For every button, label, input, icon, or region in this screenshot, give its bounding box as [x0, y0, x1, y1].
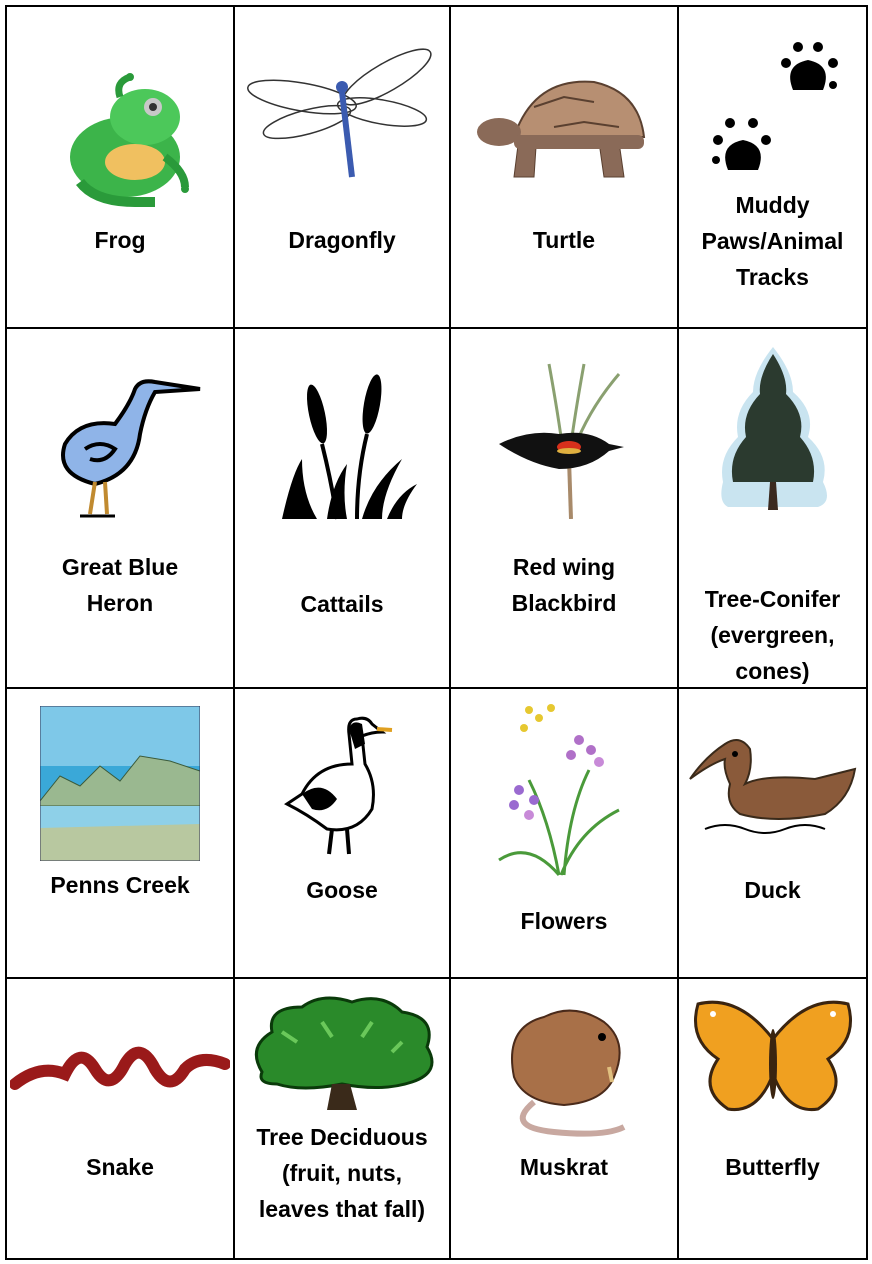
frog-icon — [7, 57, 233, 217]
dragonfly-icon — [235, 32, 449, 192]
card-duck — [677, 687, 868, 979]
card-label: Tree-Conifer (evergreen, cones) — [704, 586, 841, 684]
snake-icon — [7, 1009, 233, 1129]
duck-icon — [679, 709, 866, 859]
bingo-card-grid — [5, 5, 868, 1260]
card-paw-tracks — [677, 5, 868, 329]
card-label: Duck — [744, 877, 801, 903]
card-label: Great Blue Heron — [61, 554, 179, 616]
butterfly-icon — [679, 984, 866, 1134]
heron-icon — [7, 359, 233, 529]
card-label: Cattails — [300, 591, 384, 617]
card-label: Tree Deciduous (fruit, nuts, leaves that fall) — [256, 1124, 428, 1222]
card-label: Penns Creek — [50, 872, 190, 898]
card-label: Flowers — [520, 908, 608, 934]
flowers-icon — [451, 697, 677, 882]
card-muskrat — [449, 977, 679, 1260]
card-label: Butterfly — [725, 1154, 820, 1180]
goose-icon — [235, 699, 449, 869]
card-label: Muskrat — [519, 1154, 609, 1180]
card-label: Dragonfly — [288, 227, 396, 253]
card-label: Goose — [306, 877, 378, 903]
card-label: Red wing Blackbird — [511, 554, 617, 616]
card-turtle — [449, 5, 679, 329]
card-butterfly — [677, 977, 868, 1260]
muskrat-icon — [451, 984, 677, 1144]
turtle-icon — [451, 47, 677, 207]
card-frog — [5, 5, 235, 329]
card-label: Snake — [86, 1154, 154, 1180]
card-label: Frog — [94, 227, 146, 253]
paw-prints-icon — [679, 32, 866, 182]
card-conifer — [677, 327, 868, 689]
card-cattails — [233, 327, 451, 689]
card-dragonfly — [233, 5, 451, 329]
card-label: Muddy Paws/Animal Tracks — [701, 192, 844, 290]
card-penns-creek — [5, 687, 235, 979]
creek-landscape-icon — [7, 703, 233, 863]
card-label: Turtle — [532, 227, 596, 253]
cattails-icon — [235, 349, 449, 529]
blackbird-icon — [451, 354, 677, 524]
card-goose — [233, 687, 451, 979]
card-snake — [5, 977, 235, 1260]
card-heron — [5, 327, 235, 689]
conifer-tree-icon — [679, 339, 866, 519]
deciduous-tree-icon — [235, 984, 449, 1119]
card-deciduous-tree — [233, 977, 451, 1260]
card-flowers — [449, 687, 679, 979]
card-blackbird — [449, 327, 679, 689]
